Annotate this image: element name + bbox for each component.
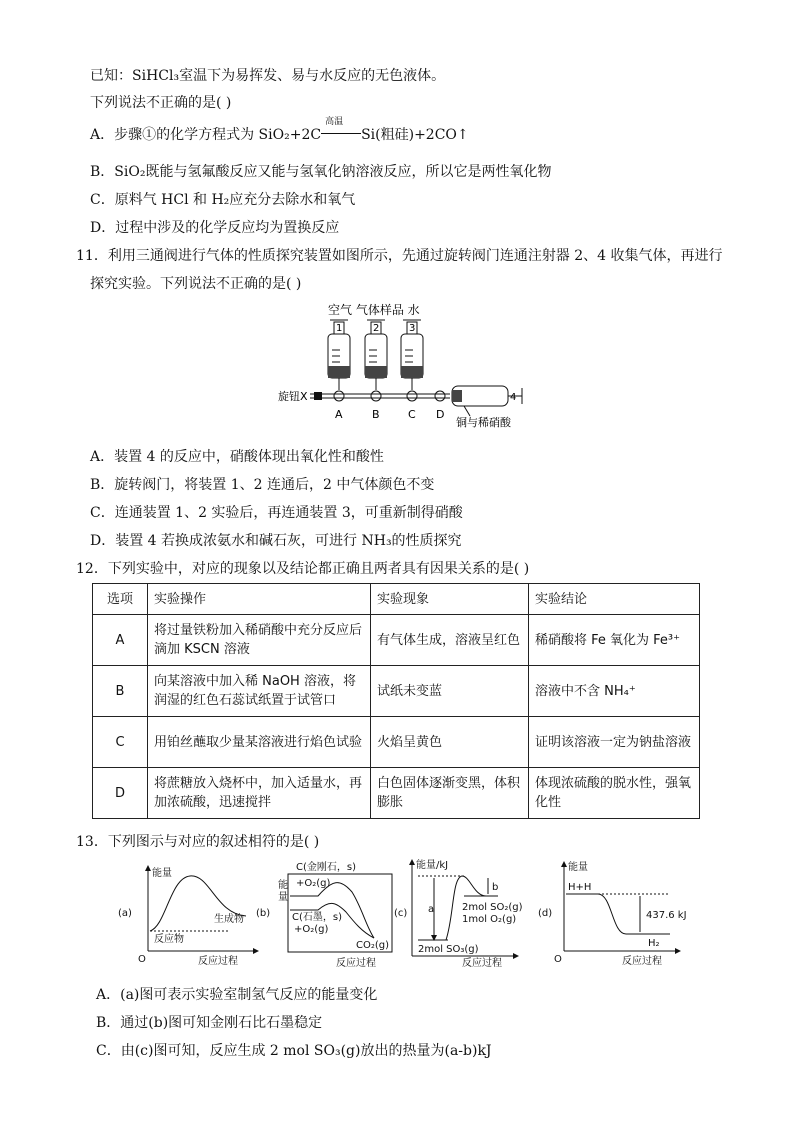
fig-c-product: 2mol SO₃(g) [418, 944, 479, 955]
table-cell: 试纸未变蓝 [371, 666, 529, 717]
fig-a-xlabel: 反应过程 [198, 956, 238, 967]
fig-c-ylabel: 能量/kJ [416, 860, 449, 871]
table-cell: D [93, 768, 148, 819]
syringe-1-plunger [328, 366, 350, 378]
fig-b-top: C(金刚石，s) [296, 862, 356, 873]
fig-b-top2: +O₂(g) [296, 878, 331, 889]
q13-option-b: B．通过(b)图可知金刚石比石墨稳定 [96, 1015, 323, 1031]
q13-option-c: C．由(c)图可知，反应生成 2 mol SO₃(g)放出的热量为(a-b)kJ [96, 1043, 492, 1059]
q10-option-a-pre: A．步骤①的化学方程式为 SiO₂+2C [90, 127, 322, 143]
fig-b-ylabel-1: 能 [278, 880, 288, 891]
fig-c-r1: 2mol SO₂(g) [462, 902, 523, 913]
fig-b-ylabel-2: 量 [278, 892, 288, 903]
fig-b-product: CO₂(g) [356, 940, 390, 951]
fig-d-hh: H+H [568, 882, 592, 893]
table-row [93, 768, 700, 819]
q13-option-a: A．(a)图可表示实验室制氢气反应的能量变化 [96, 987, 378, 1003]
q11-option-b: B．旋转阀门，将装置 1、2 连通后，2 中气体颜色不变 [90, 477, 435, 493]
table-row [93, 717, 700, 768]
fig-b-xlabel: 反应过程 [336, 958, 376, 969]
q10-option-a-post: Si(粗硅)+2CO↑ [361, 127, 469, 143]
valve-a: A [335, 408, 343, 421]
valve-d: D [436, 408, 445, 421]
fig-c-tag: (c) [394, 908, 408, 919]
fig-a-tag: (a) [118, 908, 132, 919]
valve-c: C [408, 408, 416, 421]
q12-stem: 12．下列实验中，对应的现象以及结论都正确且两者具有因果关系的是( ) [76, 561, 530, 577]
table-cell: C [93, 717, 148, 768]
fig-a-product: 生成物 [214, 914, 244, 925]
fig-d-tag: (d) [538, 908, 553, 919]
table-cell: 体现浓硫酸的脱水性，强氧化性 [529, 768, 700, 819]
reagent-label: 铜与稀硝酸 [456, 416, 511, 429]
table-cell: 用铂丝蘸取少量某溶液进行焰色试验 [148, 717, 371, 768]
table-cell: A [93, 615, 148, 666]
fig-a-origin: O [138, 954, 146, 965]
fig-d-ylabel: 能量 [568, 862, 588, 873]
fig-a-reactant: 反应物 [154, 934, 184, 945]
table-cell: 白色固体逐渐变黑，体积膨胀 [371, 768, 529, 819]
table-row [93, 615, 700, 666]
table-header: 选项 [93, 584, 148, 615]
fig-d-value: 437.6 kJ [646, 910, 687, 921]
table-cell: 证明该溶液一定为钠盐溶液 [529, 717, 700, 768]
fig-c-r2: 1mol O₂(g) [462, 914, 517, 925]
syringe-num-1: 1 [336, 323, 343, 334]
q11-option-c: C．连通装置 1、2 实验后，再连通装置 3，可重新制得硝酸 [90, 505, 463, 521]
fig-c-a: a [428, 904, 435, 915]
fig-b-tag: (b) [256, 908, 271, 919]
q10-option-c: C．原料气 HCl 和 H₂应充分去除水和氧气 [90, 192, 356, 208]
q10-option-b: B．SiO₂既能与氢氟酸反应又能与氢氧化钠溶液反应，所以它是两性氧化物 [90, 164, 552, 180]
valve-b: B [372, 408, 380, 421]
syringe-4-plunger [452, 390, 462, 402]
knob-x [314, 392, 322, 400]
q11-option-a: A．装置 4 的反应中，硝酸体现出氧化性和酸性 [90, 449, 384, 465]
fig-c-xlabel: 反应过程 [462, 958, 502, 969]
table-cell: 将蔗糖放入烧杯中，加入适量水，再加浓硫酸，迅速搅拌 [148, 768, 371, 819]
fig-a-ylabel: 能量 [152, 868, 172, 879]
table-row [93, 666, 700, 717]
fig-c-b: b [492, 882, 499, 893]
table-cell: 溶液中不含 NH₄⁺ [529, 666, 700, 717]
table-header: 实验操作 [148, 584, 371, 615]
syringe-2-plunger [365, 366, 387, 378]
table-header: 实验现象 [371, 584, 529, 615]
fig-b-mid: C(石墨，s) [292, 912, 342, 923]
q10-known: 已知：SiHCl₃室温下为易挥发、易与水反应的无色液体。 [90, 68, 446, 84]
knob-label: 旋钮X [278, 390, 308, 403]
reaction-condition: 高温 [325, 117, 344, 127]
table-cell: 将过量铁粉加入稀硝酸中充分反应后滴加 KSCN 溶液 [148, 615, 371, 666]
q11-stem-line2: 探究实验。下列说法不正确的是( ) [90, 276, 302, 292]
q10-option-d: D．过程中涉及的化学反应均为置换反应 [90, 220, 340, 236]
table-header: 实验结论 [529, 584, 700, 615]
table-cell: B [93, 666, 148, 717]
table-header-row [93, 584, 700, 615]
fig-d-xlabel: 反应过程 [622, 956, 662, 967]
fig-d-h2: H₂ [648, 938, 660, 949]
fig-b-mid2: +O₂(g) [294, 924, 329, 935]
table-cell: 稀硝酸将 Fe 氧化为 Fe³⁺ [529, 615, 700, 666]
table-cell: 火焰呈黄色 [371, 717, 529, 768]
table-cell: 向某溶液中加入稀 NaOH 溶液，将润湿的红色石蕊试纸置于试管口 [148, 666, 371, 717]
syringe-num-2: 2 [373, 323, 380, 334]
q11-top-labels: 空气 气体样品 水 [328, 303, 420, 317]
q13-energy-diagrams [118, 856, 688, 972]
q11-apparatus-figure [270, 298, 530, 438]
table-cell: 有气体生成，溶液呈红色 [371, 615, 529, 666]
q11-stem-line1: 11．利用三通阀进行气体的性质探究装置如图所示，先通过旋转阀门连通注射器 2、4 收集气体，再进行 [76, 248, 723, 264]
fig-d-origin: O [554, 954, 562, 965]
q10-option-a [90, 117, 469, 145]
q10-ask: 下列说法不正确的是( ) [90, 95, 232, 111]
q12-table [92, 583, 700, 819]
syringe-num-4: 4 [510, 392, 517, 403]
syringe-3-plunger [401, 366, 423, 378]
q11-option-d: D．装置 4 若换成浓氨水和碱石灰，可进行 NH₃的性质探究 [90, 533, 462, 549]
syringe-num-3: 3 [409, 323, 416, 334]
reaction-arrow [321, 117, 361, 145]
q13-stem: 13．下列图示与对应的叙述相符的是( ) [76, 834, 320, 850]
